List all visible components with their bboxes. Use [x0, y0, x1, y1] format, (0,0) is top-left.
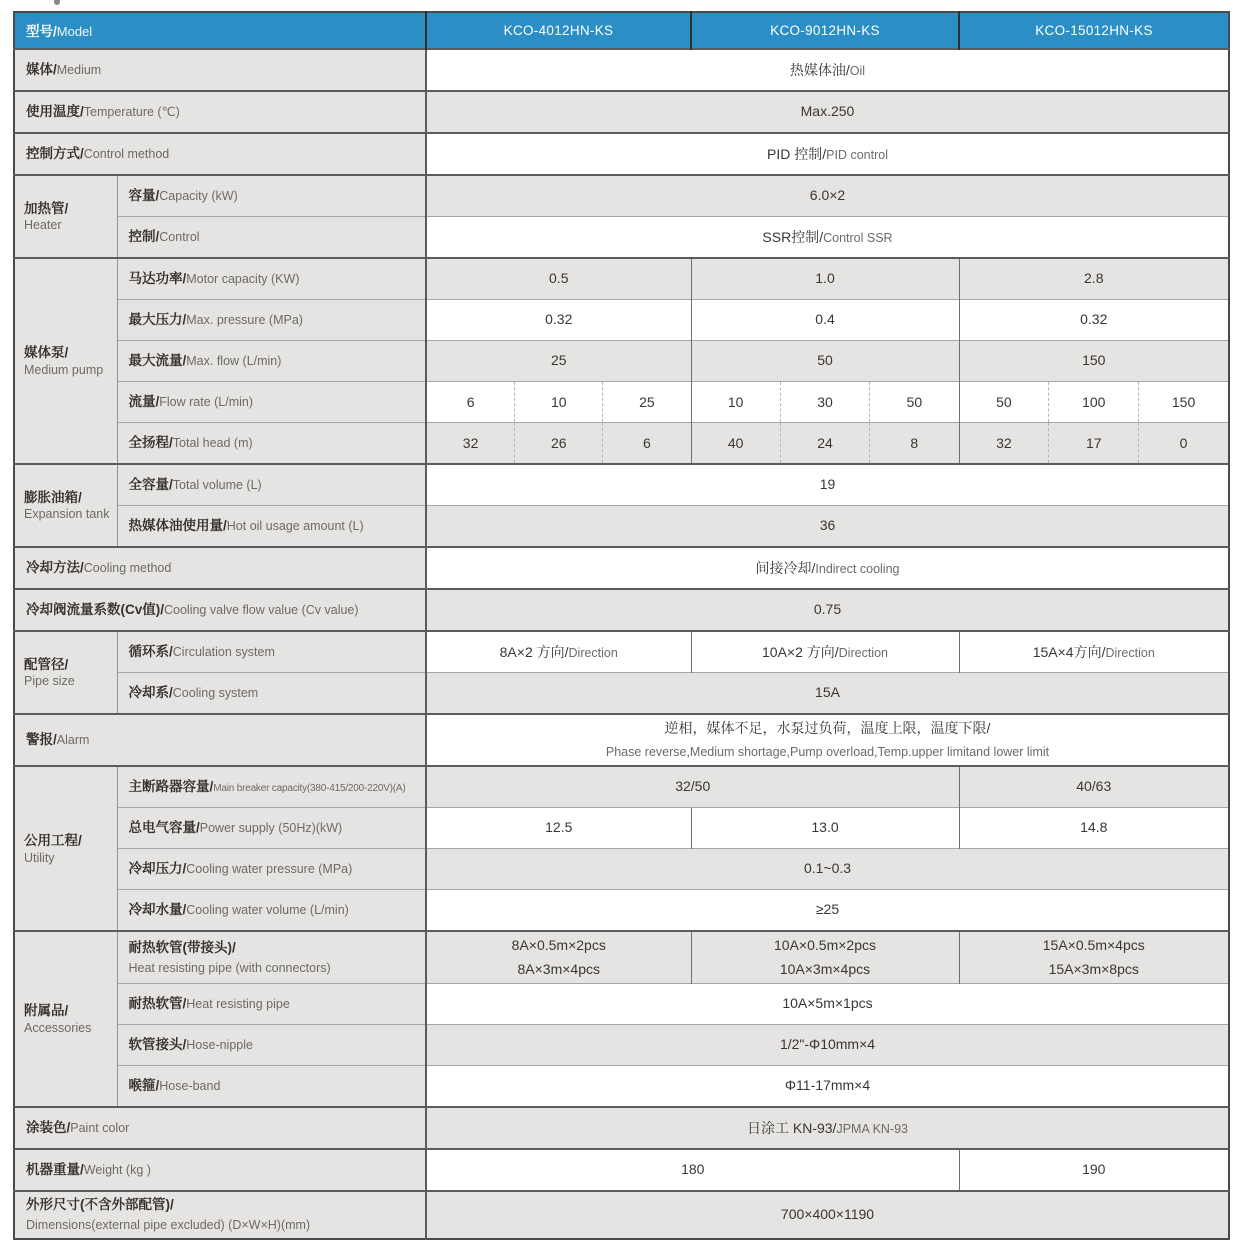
- total-head-subvalue: 6: [602, 423, 690, 463]
- cooling-water-volume-label: 冷却水量/Cooling water volume (L/min): [117, 890, 426, 932]
- group-label-pipe-with-connectors: 附属品/ Accessories: [14, 931, 117, 1106]
- hose-nipple-value-1: 1/2"-Φ10mm×4: [426, 1024, 1229, 1065]
- model-header-label-en: Model: [56, 24, 93, 39]
- flow-rate-subvalue: 25: [602, 382, 690, 422]
- total-head-subvalue: 24: [780, 423, 869, 463]
- temperature-value-1: Max.250: [426, 91, 1229, 133]
- cv-value-value-1: 0.75: [426, 589, 1229, 631]
- control-method-value-1: PID 控制/PID control: [426, 133, 1229, 175]
- row-temperature: [14, 91, 1229, 133]
- row-control-method: [14, 133, 1229, 175]
- medium-value-1: 热媒体油/Oil: [426, 49, 1229, 91]
- motor-capacity-value-3: 2.8: [959, 258, 1229, 300]
- hose-nipple-label: 软管接头/Hose-nipple: [117, 1024, 426, 1065]
- alarm-value-1: 逆相，媒体不足，水泵过负荷，温度上限，温度下限/ Phase reverse,Medium shortage,Pump overload,Temp.upper limitand lower limit: [426, 714, 1229, 766]
- max-pressure-label: 最大压力/Max. pressure (MPa): [117, 300, 426, 341]
- model-column-2: KCO-9012HN-KS: [691, 12, 959, 49]
- flow-rate-label: 流量/Flow rate (L/min): [117, 382, 426, 423]
- circulation-system-value-3: 15A×4方向/Direction: [959, 631, 1229, 673]
- alarm-label: 警报/Alarm: [14, 714, 426, 766]
- flow-rate-subvalue: 30: [780, 382, 869, 422]
- row-weight: [14, 1149, 1229, 1191]
- row-hot-oil-usage: [14, 506, 1229, 548]
- group-label-total-volume: 膨胀油箱/ Expansion tank: [14, 464, 117, 547]
- paint-color-value-1: 日涂工 KN-93/JPMA KN-93: [426, 1107, 1229, 1149]
- circulation-system-value-2: 10A×2 方向/Direction: [691, 631, 959, 673]
- flow-rate-subvalue: 100: [1048, 382, 1138, 422]
- heat-resisting-pipe-label: 耐热软管/Heat resisting pipe: [117, 983, 426, 1024]
- heater-control-value-1: SSR控制/Control SSR: [426, 217, 1229, 259]
- hot-oil-usage-label: 热媒体油使用量/Hot oil usage amount (L): [117, 506, 426, 548]
- row-main-breaker: [14, 766, 1229, 808]
- cooling-method-label: 冷却方法/Cooling method: [14, 547, 426, 589]
- group-label-heater-capacity: 加热管/ Heater: [14, 175, 117, 258]
- dimensions-label: 外形尺寸(不含外部配管)/ Dimensions(external pipe excluded) (D×W×H)(mm): [14, 1191, 426, 1239]
- row-max-flow: [14, 341, 1229, 382]
- max-flow-value-2: 50: [691, 341, 959, 382]
- max-pressure-value-1: 0.32: [426, 300, 691, 341]
- row-cooling-water-volume: [14, 890, 1229, 932]
- control-method-label: 控制方式/Control method: [14, 133, 426, 175]
- heat-resisting-pipe-value-1: 10A×5m×1pcs: [426, 983, 1229, 1024]
- motor-capacity-label: 马达功率/Motor capacity (KW): [117, 258, 426, 300]
- temperature-label: 使用温度/Temperature (℃): [14, 91, 426, 133]
- pipe-with-connectors-value-1: 8A×0.5m×2pcs 8A×3m×4pcs: [426, 931, 691, 983]
- circulation-system-value-1: 8A×2 方向/Direction: [426, 631, 691, 673]
- motor-capacity-value-1: 0.5: [426, 258, 691, 300]
- cooling-water-pressure-value-1: 0.1~0.3: [426, 849, 1229, 890]
- model-column-1: KCO-4012HN-KS: [426, 12, 691, 49]
- dimensions-value-1: 700×400×1190: [426, 1191, 1229, 1239]
- flow-rate-subvalue: 50: [996, 394, 1012, 410]
- flow-rate-values-3: [959, 382, 1229, 423]
- flow-rate-values-1: [426, 382, 691, 423]
- total-head-subvalue: 8: [869, 423, 958, 463]
- paint-color-label: 涂装色/Paint color: [14, 1107, 426, 1149]
- spec-table: [13, 11, 1230, 1240]
- total-head-values-1: [426, 423, 691, 465]
- hot-oil-usage-value-1: 36: [426, 506, 1229, 548]
- max-flow-value-1: 25: [426, 341, 691, 382]
- group-label-circulation-system: 配管径/ Pipe size: [14, 631, 117, 714]
- total-head-subvalue: 0: [1138, 423, 1228, 463]
- row-motor-capacity: [14, 258, 1229, 300]
- flow-rate-subvalue: 10: [514, 382, 602, 422]
- row-hose-band: [14, 1065, 1229, 1107]
- main-breaker-label: 主断路器容量/Main breaker capacity(380-415/200-220V)(A): [117, 766, 426, 808]
- pipe-with-connectors-label: 耐热软管(带接头)/ Heat resisting pipe (with connectors): [117, 931, 426, 983]
- total-head-subvalue: 26: [514, 423, 602, 463]
- model-header-label: [14, 12, 426, 49]
- model-header-label-cn: 型号/: [26, 24, 57, 39]
- motor-capacity-value-2: 1.0: [691, 258, 959, 300]
- row-heat-resisting-pipe: [14, 983, 1229, 1024]
- weight-value-2: 190: [959, 1149, 1229, 1191]
- cooling-system-label: 冷却系/Cooling system: [117, 673, 426, 715]
- total-head-subvalue: 40: [727, 435, 744, 451]
- max-pressure-value-2: 0.4: [691, 300, 959, 341]
- heater-capacity-value-1: 6.0×2: [426, 175, 1229, 217]
- row-paint-color: [14, 1107, 1229, 1149]
- cv-value-label: 冷却阀流量系数(Cv值)/Cooling valve flow value (Cv value): [14, 589, 426, 631]
- model-header-row: [14, 12, 1229, 49]
- total-head-subvalue: 32: [996, 435, 1012, 451]
- pipe-with-connectors-value-3: 15A×0.5m×4pcs 15A×3m×8pcs: [959, 931, 1229, 983]
- heater-control-label: 控制/Control: [117, 217, 426, 259]
- row-cooling-method: [14, 547, 1229, 589]
- row-hose-nipple: [14, 1024, 1229, 1065]
- power-supply-label: 总电气容量/Power supply (50Hz)(kW): [117, 808, 426, 849]
- cropped-text-artifact: [54, 0, 60, 5]
- row-heater-capacity: [14, 175, 1229, 217]
- flow-rate-values-2: [691, 382, 959, 423]
- power-supply-value-3: 14.8: [959, 808, 1229, 849]
- weight-label: 机器重量/Weight (kg ): [14, 1149, 426, 1191]
- row-heater-control: [14, 217, 1229, 259]
- row-max-pressure: [14, 300, 1229, 341]
- flow-rate-subvalue: 50: [869, 382, 958, 422]
- row-cooling-system: [14, 673, 1229, 715]
- row-circulation-system: [14, 631, 1229, 673]
- group-label-motor-capacity: 媒体泵/ Medium pump: [14, 258, 117, 464]
- cooling-water-pressure-label: 冷却压力/Cooling water pressure (MPa): [117, 849, 426, 890]
- max-flow-value-3: 150: [959, 341, 1229, 382]
- hose-band-value-1: Φ11-17mm×4: [426, 1065, 1229, 1107]
- row-alarm: [14, 714, 1229, 766]
- spec-table-body: [14, 49, 1229, 1239]
- row-flow-rate: [14, 382, 1229, 423]
- total-head-label: 全扬程/Total head (m): [117, 423, 426, 465]
- total-head-subvalue: 32: [462, 435, 479, 451]
- heater-capacity-label: 容量/Capacity (kW): [117, 175, 426, 217]
- cooling-method-value-1: 间接冷却/Indirect cooling: [426, 547, 1229, 589]
- total-head-values-2: [691, 423, 959, 465]
- spec-table-container: [13, 11, 1230, 1240]
- flow-rate-subvalue: 6: [466, 394, 475, 410]
- max-flow-label: 最大流量/Max. flow (L/min): [117, 341, 426, 382]
- flow-rate-subvalue: 10: [727, 394, 744, 410]
- max-pressure-value-3: 0.32: [959, 300, 1229, 341]
- group-label-main-breaker: 公用工程/ Utility: [14, 766, 117, 931]
- row-cv-value: [14, 589, 1229, 631]
- row-dimensions: [14, 1191, 1229, 1239]
- cooling-system-value-1: 15A: [426, 673, 1229, 715]
- row-total-volume: [14, 464, 1229, 506]
- total-volume-value-1: 19: [426, 464, 1229, 506]
- row-medium: [14, 49, 1229, 91]
- flow-rate-subvalue: 150: [1138, 382, 1228, 422]
- row-cooling-water-pressure: [14, 849, 1229, 890]
- row-power-supply: [14, 808, 1229, 849]
- model-column-3: KCO-15012HN-KS: [959, 12, 1229, 49]
- medium-label: 媒体/Medium: [14, 49, 426, 91]
- main-breaker-value-1: 32/50: [426, 766, 959, 808]
- row-pipe-with-connectors: [14, 931, 1229, 983]
- hose-band-label: 喉箍/Hose-band: [117, 1065, 426, 1107]
- row-total-head: [14, 423, 1229, 465]
- total-head-subvalue: 17: [1048, 423, 1138, 463]
- main-breaker-value-2: 40/63: [959, 766, 1229, 808]
- power-supply-value-1: 12.5: [426, 808, 691, 849]
- cooling-water-volume-value-1: ≥25: [426, 890, 1229, 932]
- weight-value-1: 180: [426, 1149, 959, 1191]
- total-volume-label: 全容量/Total volume (L): [117, 464, 426, 506]
- pipe-with-connectors-value-2: 10A×0.5m×2pcs 10A×3m×4pcs: [691, 931, 959, 983]
- total-head-values-3: [959, 423, 1229, 465]
- power-supply-value-2: 13.0: [691, 808, 959, 849]
- circulation-system-label: 循环系/Circulation system: [117, 631, 426, 673]
